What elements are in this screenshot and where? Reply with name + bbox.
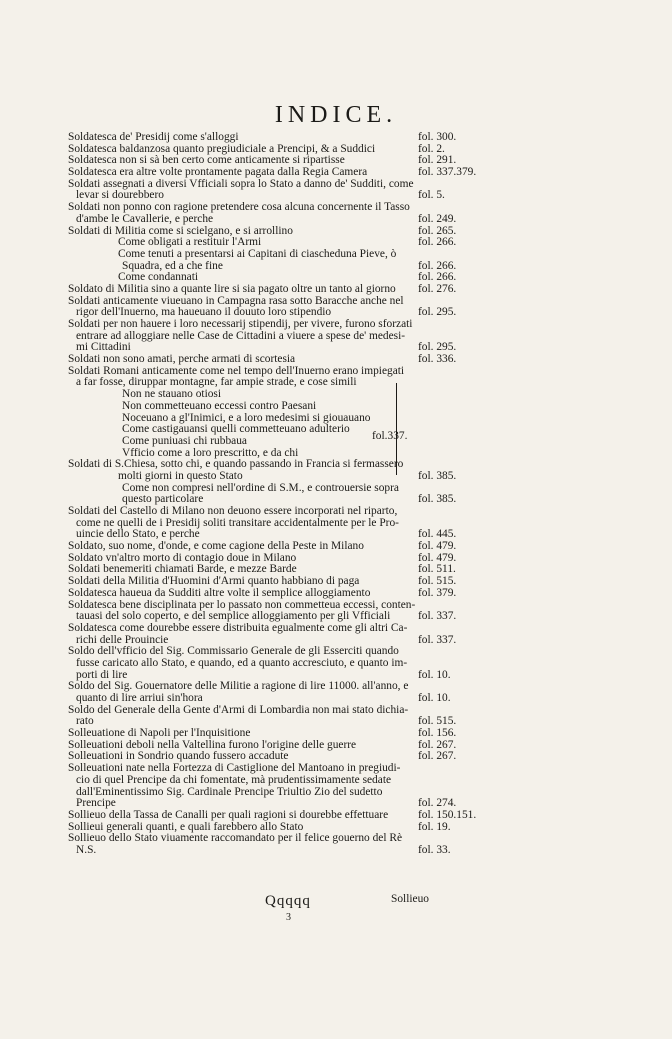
page-title: INDICE. bbox=[274, 102, 398, 128]
entry-folio: fol. 445. bbox=[418, 528, 457, 541]
index-entry bbox=[68, 354, 628, 366]
entry-text: levar si dourebbero bbox=[76, 189, 164, 202]
index-entry bbox=[68, 436, 628, 448]
entry-folio: fol. 266. bbox=[418, 259, 457, 272]
entry-text: Soldati di Militia come si scielgano, e si arrollino bbox=[68, 224, 293, 237]
entry-text: Squadra, ed a che fine bbox=[122, 259, 223, 272]
index-entry bbox=[68, 588, 628, 600]
entry-text: Come puniuasi chi rubbaua bbox=[122, 434, 247, 447]
entry-folio: fol. 5. bbox=[418, 189, 445, 202]
entry-folio: fol. 479. bbox=[418, 551, 457, 564]
index-entry bbox=[68, 471, 628, 483]
index-entry bbox=[68, 506, 628, 518]
entry-folio: fol. 267. bbox=[418, 738, 457, 751]
entry-text: Soldati per non hauere i loro necessarij stipendij, per vivere, furono sforzati bbox=[68, 318, 413, 330]
entry-text: Solleuatione di Napoli per l'Inquisitione bbox=[68, 727, 251, 740]
index-entry bbox=[68, 810, 628, 822]
index-entry bbox=[68, 401, 628, 413]
entry-text: d'ambe le Cavallerie, e perche bbox=[76, 212, 214, 225]
entry-text: Soldato, suo nome, d'onde, e come cagione della Peste in Milano bbox=[68, 540, 364, 553]
index-entries bbox=[68, 132, 628, 857]
entry-text: dall'Eminentissimo Sig. Cardinale Prencipe Triultio Zio del sudetto bbox=[76, 785, 383, 798]
entry-text: Solleuationi in Sondrio quando fussero accadute bbox=[68, 750, 289, 763]
entry-folio: fol. 337. bbox=[418, 610, 457, 623]
entry-folio: fol. 295. bbox=[418, 306, 457, 319]
entry-folio: fol. 150.151. bbox=[418, 808, 477, 821]
entry-folio: fol. 379. bbox=[418, 586, 457, 599]
entry-text: Sollieui generali quanti, e quali farebbero allo Stato bbox=[68, 820, 304, 833]
entry-text: Soldati di S.Chiesa, sotto chi, e quando passando in Francia si fermassero bbox=[68, 458, 404, 471]
entry-text: Soldatesca era altre volte prontamente pagata dalla Regia Camera bbox=[68, 166, 368, 179]
entry-text: Soldati della Militia d'Huomini d'Armi quanto habbiano di paga bbox=[68, 575, 360, 588]
entry-text: Sollieuo della Tassa de Canalli per quali ragioni si dourebbe effettuare bbox=[68, 808, 389, 821]
entry-text: come ne quelli de i Presidij soliti transitare accidentalmente per le Pro- bbox=[76, 516, 399, 529]
entry-text: Soldati Romani anticamente come nel tempo dell'Inuerno erano impiegati bbox=[68, 364, 405, 377]
page-mark: 3 bbox=[286, 912, 291, 923]
entry-text: Soldatesca bene disciplinata per lo passato non commetteua eccessi, conten- bbox=[68, 598, 416, 611]
entry-folio: fol. 267. bbox=[418, 750, 457, 763]
entry-folio: fol. 515. bbox=[418, 715, 457, 728]
entry-text: rato bbox=[76, 715, 94, 728]
entry-text: quanto di lire arriui sin'hora bbox=[76, 692, 203, 704]
entry-folio: fol. 479. bbox=[418, 540, 457, 553]
entry-text: mi Cittadini bbox=[76, 341, 131, 354]
entry-folio: fol. 10. bbox=[418, 692, 451, 704]
entry-text: N.S. bbox=[76, 843, 97, 856]
entry-text: Soldo del Sig. Gouernatore delle Militie a ragione di lire 11000. all'anno, e bbox=[68, 680, 409, 693]
entry-text: fusse caricato allo Stato, e quando, ed a quanto accresciuto, e quanto im- bbox=[76, 656, 408, 669]
entry-folio: fol. 300. bbox=[418, 131, 457, 143]
entry-text: Soldatesca baldanzosa quanto pregiudiciale a Prencipi, & a Suddici bbox=[68, 142, 376, 155]
entry-folio: fol. 274. bbox=[418, 797, 457, 810]
entry-folio: fol. 266. bbox=[418, 271, 457, 284]
entry-folio: fol. 19. bbox=[418, 820, 451, 833]
entry-text: cio di quel Prencipe da chi fomentate, mà prudentissimamente sedate bbox=[76, 773, 392, 786]
entry-text: Soldati assegnati a diversi Vfficiali sopra lo Stato a danno de' Sudditi, come bbox=[68, 177, 414, 190]
entry-text: porti di lire bbox=[76, 668, 128, 681]
entry-folio: fol. 265. bbox=[418, 224, 457, 237]
entry-text: Soldati del Castello di Milano non deuono essere incorporati nel riparto, bbox=[68, 505, 398, 517]
entry-folio: fol. 266. bbox=[418, 236, 457, 249]
brace-bracket bbox=[386, 383, 397, 475]
entry-text: Soldo dell'vfficio del Sig. Commissario Generale de gli Esserciti quando bbox=[68, 645, 399, 658]
entry-text: questo particolare bbox=[122, 493, 204, 506]
entry-text: Prencipe bbox=[76, 797, 116, 810]
entry-text: Solleuationi nate nella Fortezza di Castiglione del Mantoano in pregiudi- bbox=[68, 762, 401, 775]
index-entry bbox=[68, 845, 628, 857]
index-entry bbox=[68, 693, 628, 705]
entry-text: Soldatesca come dourebbe essere distribuita egualmente come gli altri Ca- bbox=[68, 621, 408, 634]
signature-mark: Qqqqq bbox=[265, 893, 311, 909]
entry-text: rigor dell'Inuerno, ma haueuano il douuto loro stipendio bbox=[76, 306, 332, 319]
index-entry bbox=[68, 249, 628, 261]
entry-text: Soldato di Militia sino a quante lire si sia pagato oltre un tanto al giorno bbox=[68, 282, 396, 295]
entry-text: Solleuationi deboli nella Valtellina furono l'origine delle guerre bbox=[68, 738, 357, 751]
entry-text: tauasi del solo coperto, e del semplice alloggiamento per gli Vfficiali bbox=[76, 610, 391, 623]
entry-text: Soldo del Generale della Gente d'Armi di Lombardia non mai stato dichia- bbox=[68, 703, 409, 716]
entry-text: Vfficio come a loro prescritto, e da chi bbox=[122, 446, 299, 459]
index-entry bbox=[68, 775, 628, 787]
entry-folio: fol. 276. bbox=[418, 282, 457, 295]
entry-folio: fol. 2. bbox=[418, 142, 445, 155]
entry-folio: fol. 385. bbox=[418, 493, 457, 506]
entry-text: Non ne stauano otiosi bbox=[122, 388, 222, 401]
entry-text: Non commetteuano eccessi contro Paesani bbox=[122, 399, 317, 412]
entry-folio: fol. 511. bbox=[418, 563, 456, 576]
index-entry bbox=[68, 284, 628, 296]
entry-text: Soldatesca haueua da Sudditi altre volte il semplice alloggiamento bbox=[68, 586, 371, 599]
index-entry bbox=[68, 319, 628, 331]
index-entry bbox=[68, 167, 628, 179]
entry-text: Soldati non ponno con ragione pretendere cosa alcuna concernente il Tasso bbox=[68, 201, 410, 214]
index-entry bbox=[68, 132, 628, 144]
entry-folio: fol. 515. bbox=[418, 575, 457, 588]
index-entry bbox=[68, 728, 628, 740]
index-entry bbox=[68, 331, 628, 343]
entry-text: molti giorni in questo Stato bbox=[118, 469, 243, 482]
entry-folio: fol. 336. bbox=[418, 353, 457, 366]
entry-text: Soldatesca de' Presidij come s'alloggi bbox=[68, 131, 239, 143]
entry-text: uincie dello Stato, e perche bbox=[76, 528, 200, 541]
entry-text: Sollieuo dello Stato viuamente raccomandato per il felice gouerno del Rè bbox=[68, 832, 403, 845]
entry-text: Soldati benemeriti chiamati Barde, e mezze Barde bbox=[68, 563, 297, 576]
catchword: Sollieuo bbox=[391, 893, 429, 905]
entry-text: a far fosse, diruppar montagne, far ampie strade, e cose simili bbox=[76, 376, 357, 389]
entry-text: entrare ad alloggiare nelle Case de Cittadini a viuere a spese de' medesi- bbox=[76, 329, 406, 342]
entry-folio: fol. 156. bbox=[418, 727, 457, 740]
entry-text: Come castigauansi quelli commetteuano adulterio bbox=[122, 423, 350, 436]
entry-text: Soldati non sono amati, perche armati di scortesia bbox=[68, 353, 296, 366]
bracket-folio: fol.337. bbox=[372, 430, 408, 442]
entry-text: Soldato vn'altro morto di contagio doue in Milano bbox=[68, 551, 297, 564]
entry-text: Soldatesca non si sà ben certo come anticamente si ripartisse bbox=[68, 154, 345, 167]
entry-text: Come non compresi nell'ordine di S.M., e controuersie sopra bbox=[122, 481, 399, 494]
index-entry bbox=[68, 623, 628, 635]
index-entry bbox=[68, 541, 628, 553]
index-entry bbox=[68, 833, 628, 845]
index-entry bbox=[68, 214, 628, 226]
entry-folio: fol. 249. bbox=[418, 212, 457, 225]
entry-text: richi delle Prouincie bbox=[76, 633, 169, 646]
entry-folio: fol. 385. bbox=[418, 469, 457, 482]
entry-text: Come obligati a restituir l'Armi bbox=[118, 236, 262, 249]
entry-folio: fol. 10. bbox=[418, 668, 451, 681]
index-entry bbox=[68, 787, 628, 799]
entry-text: Come tenuti a presentarsi ai Capitani di ciascheduna Pieve, ò bbox=[118, 247, 397, 260]
index-entry bbox=[68, 705, 628, 717]
entry-text: Soldati anticamente viueuano in Campagna rasa sotto Baracche anche nel bbox=[68, 294, 404, 307]
entry-folio: fol. 291. bbox=[418, 154, 457, 167]
entry-folio: fol. 337.379. bbox=[418, 166, 477, 179]
entry-folio: fol. 295. bbox=[418, 341, 457, 354]
entry-text: Noceuano a gl'Inimici, e a loro medesimi si giouauano bbox=[122, 411, 371, 424]
index-entry bbox=[68, 658, 628, 670]
entry-text: Come condannati bbox=[118, 271, 199, 284]
entry-folio: fol. 337. bbox=[418, 633, 457, 646]
entry-folio: fol. 33. bbox=[418, 843, 451, 856]
